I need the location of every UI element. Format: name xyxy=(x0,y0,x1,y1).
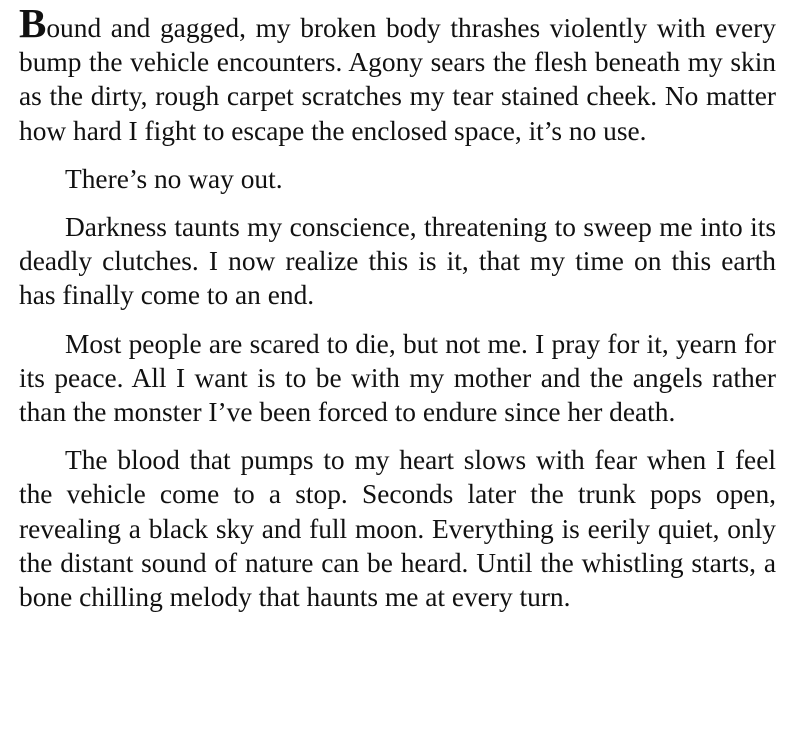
opening-text: ound and gagged, my broken body thrashes violently with every bump the vehicle encounters. Agony sears the flesh beneath my skin as the dirty, rough carpet scratches my tear stained cheek. No matter how hard I fight to escape the enclosed space, it’s no use. xyxy=(19,13,776,146)
paragraph-4: Most people are scared to die, but not me. I pray for it, yearn for its peace. All I want is to be with my mother and the angels rather than the monster I’ve been forced to endure since her death. xyxy=(19,328,776,428)
paragraph-2: There’s no way out. xyxy=(65,163,283,194)
paragraph-5: The blood that pumps to my heart slows with fear when I feel the vehicle come to a stop. Seconds later the trunk pops open, revealing a black sky and full moon. Everything is eerily quiet, only the distant sound of nature can be heard. Until the whistling starts, a bone chilling melody that haunts me at every turn. xyxy=(19,445,776,613)
paragraph-3: Darkness taunts my conscience, threatening to sweep me into its deadly clutches. I now realize this is it, that my time on this earth has finally come to an end. xyxy=(19,212,776,311)
opening-paragraph xyxy=(19,0,776,148)
initial-letter: B xyxy=(19,0,47,46)
